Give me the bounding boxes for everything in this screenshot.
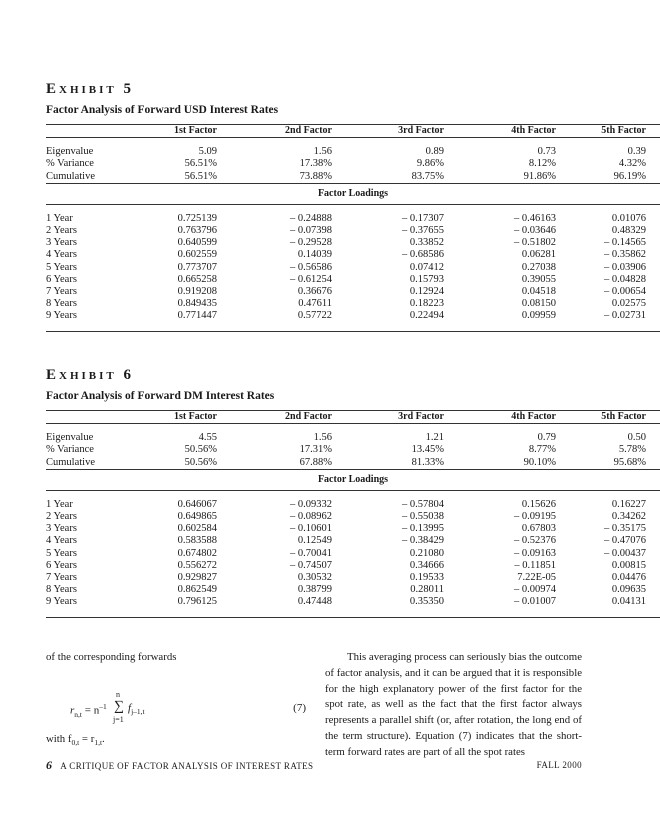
ex5-loading-row <box>46 249 660 261</box>
ex6-header-factor-1: 1st Factor <box>173 411 217 422</box>
ex5-header-factor-4: 4th Factor <box>511 125 556 136</box>
ex6-header-factor-2: 2nd Factor <box>285 411 332 422</box>
ex5-summary-row <box>46 171 660 184</box>
ex5-loading-value: 0.14039 <box>297 249 332 261</box>
ex5-loading-label: 8 Years <box>46 298 77 310</box>
ex5-loading-label: 2 Years <box>46 225 77 237</box>
ex6-loading-label: 1 Year <box>46 498 73 510</box>
ex5-summary-value: 0.73 <box>537 146 556 158</box>
ex6-loading-value: 0.38799 <box>297 584 332 596</box>
eq-sum-lower: j=1 <box>113 715 124 724</box>
running-title: A CRITIQUE OF FACTOR ANALYSIS OF INTEREST RATES <box>60 761 314 771</box>
ex5-summary-value: 0.39 <box>627 146 646 158</box>
ex5-loading-value: 0.763796 <box>177 225 217 237</box>
ex6-loading-value: 0.674802 <box>177 547 217 559</box>
ex5-loading-value: – 0.56586 <box>290 261 332 273</box>
ex6-loading-label: 6 Years <box>46 559 77 571</box>
ex6-loading-value: – 0.70041 <box>290 547 332 559</box>
ex6-header-factor-3: 3rd Factor <box>398 411 444 422</box>
ex5-summary-value: 0.89 <box>425 146 444 158</box>
ex5-loading-row <box>46 225 660 237</box>
exhibit-5-title-number: 5 <box>123 81 135 97</box>
ex5-summary-value: 8.12% <box>528 158 556 170</box>
ex5-loading-value: 0.15793 <box>409 273 444 285</box>
page-footer <box>46 758 582 772</box>
ex6-loading-label: 9 Years <box>46 596 77 608</box>
ex5-loading-value: – 0.68586 <box>402 249 444 261</box>
ex5-loading-row <box>46 213 660 225</box>
ex6-loading-value: 0.19533 <box>409 572 444 584</box>
ex5-loading-value: – 0.46163 <box>514 212 556 224</box>
ex6-loading-value: 0.47448 <box>297 596 332 608</box>
with-r-sub: 1,t <box>94 738 103 748</box>
ex6-loading-row <box>46 511 660 523</box>
ex6-loading-value: 0.583588 <box>177 535 217 547</box>
ex5-loading-value: 0.22494 <box>409 310 444 322</box>
ex5-loading-row <box>46 274 660 286</box>
ex6-loading-value: 0.28011 <box>410 584 444 596</box>
ex6-loading-row <box>46 499 660 511</box>
ex6-loading-value: – 0.55038 <box>402 511 444 523</box>
ex6-end-rule <box>46 609 660 618</box>
ex6-loading-value: – 0.38429 <box>402 535 444 547</box>
ex6-loading-label: 2 Years <box>46 511 77 523</box>
ex5-loading-value: – 0.14565 <box>604 237 646 249</box>
ex6-summary-value: 1.56 <box>313 432 332 444</box>
ex5-loading-value: 0.12924 <box>409 286 444 298</box>
page-number: 6 <box>46 758 52 772</box>
ex5-loading-value: – 0.61254 <box>290 273 332 285</box>
ex6-loading-label: 3 Years <box>46 523 77 535</box>
ex6-loading-row <box>46 572 660 584</box>
ex6-summary-row <box>46 432 660 444</box>
exhibit-6-title-number: 6 <box>123 367 135 383</box>
ex5-loading-value: – 0.04828 <box>604 273 646 285</box>
ex5-summary-label: Cumulative <box>46 170 95 182</box>
ex6-summary-row <box>46 444 660 456</box>
ex5-loading-row <box>46 298 660 310</box>
ex5-loading-label: 5 Years <box>46 261 77 273</box>
ex5-spacer-cell <box>46 204 660 213</box>
ex5-loading-value: – 0.35862 <box>604 249 646 261</box>
equation-number: (7) <box>293 702 306 714</box>
ex6-loading-value: 0.15626 <box>521 498 556 510</box>
ex6-summary-value: 90.10% <box>523 456 556 468</box>
ex6-summary-value: 13.45% <box>411 444 444 456</box>
exhibit-5-title-initial: E <box>46 81 60 97</box>
ex6-loading-value: 0.862549 <box>177 584 217 596</box>
ex5-loading-label: 3 Years <box>46 237 77 249</box>
ex5-end-rule <box>46 323 660 332</box>
ex5-loading-value: 0.57722 <box>297 310 332 322</box>
ex5-loading-value: – 0.07398 <box>290 225 332 237</box>
ex5-header-row <box>46 125 660 138</box>
ex5-loading-label: 6 Years <box>46 273 77 285</box>
exhibit-6-title-initial: E <box>46 367 60 383</box>
ex5-spacer <box>46 138 660 147</box>
ex6-loading-row <box>46 596 660 608</box>
ex6-header-factor-5: 5th Factor <box>601 411 646 422</box>
ex5-loading-label: 1 Year <box>46 212 73 224</box>
exhibit-6-title <box>46 366 582 385</box>
ex6-loading-row <box>46 560 660 572</box>
ex5-spacer <box>46 204 660 213</box>
exhibit-5-subtitle: Factor Analysis of Forward USD Interest Rates <box>46 104 279 116</box>
ex5-loading-value: 0.849435 <box>177 298 217 310</box>
exhibit-6 <box>46 366 646 618</box>
ex5-loading-value: 0.02575 <box>611 298 646 310</box>
ex5-loading-row <box>46 237 660 249</box>
ex6-header-blank <box>46 411 120 424</box>
ex5-summary-row <box>46 158 660 170</box>
ex5-loading-value: 0.773707 <box>177 261 217 273</box>
ex6-loading-value: 0.35350 <box>409 596 444 608</box>
ex6-loading-value: 0.34666 <box>409 559 444 571</box>
ex5-end-rule-cell <box>46 323 660 332</box>
ex6-summary-value: 0.79 <box>537 432 556 444</box>
ex5-loading-value: 0.33852 <box>409 237 444 249</box>
eq-f-sub: j–1,t <box>131 707 145 717</box>
ex6-loading-value: – 0.47076 <box>604 535 646 547</box>
exhibit-6-table <box>46 410 660 618</box>
exhibit-5-table <box>46 124 660 332</box>
ex6-loading-value: – 0.57804 <box>402 498 444 510</box>
ex6-loading-value: – 0.00437 <box>604 547 646 559</box>
ex6-loading-value: 0.09635 <box>611 584 646 596</box>
ex6-loading-value: 0.12549 <box>297 535 332 547</box>
with-f-sub: 0,t <box>71 738 80 748</box>
ex6-loading-value: 0.796125 <box>177 596 217 608</box>
ex6-loading-value: 0.929827 <box>177 572 217 584</box>
eq-f: f <box>128 702 132 714</box>
ex5-summary-value: 73.88% <box>299 170 332 182</box>
ex6-summary-value: 8.77% <box>528 444 556 456</box>
equation-rhs <box>128 702 145 716</box>
ex5-header-factor-5: 5th Factor <box>601 125 646 136</box>
ex5-loading-value: – 0.24888 <box>290 212 332 224</box>
ex5-loading-value: 0.640599 <box>177 237 217 249</box>
ex6-summary-value: 0.50 <box>627 432 646 444</box>
ex5-loading-value: 0.06281 <box>521 249 556 261</box>
exhibit-6-subtitle: Factor Analysis of Forward DM Interest Rates <box>46 390 275 402</box>
ex5-loading-label: 9 Years <box>46 310 77 322</box>
ex5-loading-value: – 0.03646 <box>514 225 556 237</box>
ex5-loading-value: 0.27038 <box>521 261 556 273</box>
ex6-loading-value: – 0.52376 <box>514 535 556 547</box>
ex5-summary-value: 1.56 <box>313 146 332 158</box>
eq-n-exp: –1 <box>99 702 107 711</box>
ex6-loading-label: 5 Years <box>46 547 77 559</box>
ex6-loading-value: 0.34262 <box>611 511 646 523</box>
ex6-loading-value: 7.22E-05 <box>517 572 556 584</box>
ex5-loading-value: 0.18223 <box>409 298 444 310</box>
ex6-loading-value: 0.602584 <box>177 523 217 535</box>
ex5-summary-value: 96.19% <box>613 170 646 182</box>
ex5-loadings-header-row <box>46 183 660 204</box>
ex5-loading-value: 0.48329 <box>611 225 646 237</box>
ex6-summary-value: 50.56% <box>184 456 217 468</box>
eq-r-sub: n,t <box>74 709 82 719</box>
equation-lhs <box>70 702 107 719</box>
ex6-spacer-cell <box>46 424 660 433</box>
ex5-loading-value: 0.39055 <box>521 273 556 285</box>
ex6-loadings-header-row <box>46 469 660 490</box>
ex6-loading-row <box>46 584 660 596</box>
ex6-summary-value: 81.33% <box>411 456 444 468</box>
with-eq-r: = r <box>79 733 95 745</box>
ex6-summary-value: 50.56% <box>184 444 217 456</box>
ex5-loading-value: – 0.02731 <box>604 310 646 322</box>
ex6-summary-value: 1.21 <box>425 432 444 444</box>
ex5-summary-value: 91.86% <box>523 170 556 182</box>
ex5-loading-value: 0.725139 <box>177 212 217 224</box>
ex6-loading-label: 8 Years <box>46 584 77 596</box>
ex6-summary-label: Cumulative <box>46 456 95 468</box>
ex5-loading-value: – 0.17307 <box>402 212 444 224</box>
ex5-loading-value: 0.09959 <box>521 310 556 322</box>
ex6-loading-value: 0.04131 <box>611 596 646 608</box>
ex5-loading-row <box>46 310 660 322</box>
ex6-summary-label: % Variance <box>46 444 94 456</box>
ex5-loading-row <box>46 286 660 298</box>
left-intro-text: of the corresponding forwards <box>46 651 177 663</box>
exhibit-5-title-rest: XHIBIT <box>59 84 117 96</box>
exhibit-6-title-rest: XHIBIT <box>59 370 117 382</box>
ex5-loading-value: 0.771447 <box>177 310 217 322</box>
ex5-loading-value: 0.47611 <box>298 298 332 310</box>
ex6-loading-row <box>46 523 660 535</box>
eq-n: = n <box>84 704 100 717</box>
ex5-summary-label: Eigenvalue <box>46 146 94 158</box>
ex6-end-rule-cell <box>46 609 660 618</box>
ex6-loading-value: 0.21080 <box>409 547 444 559</box>
ex6-spacer-cell <box>46 490 660 499</box>
ex5-loading-value: – 0.29528 <box>290 237 332 249</box>
ex6-loading-value: – 0.13995 <box>402 523 444 535</box>
ex6-loading-value: – 0.11851 <box>514 559 556 571</box>
ex5-loading-value: 0.602559 <box>177 249 217 261</box>
ex6-loading-label: 4 Years <box>46 535 77 547</box>
exhibit-5-title <box>46 80 582 99</box>
ex5-header-blank <box>46 125 120 138</box>
issue-label: FALL 2000 <box>536 760 582 770</box>
ex5-loading-row <box>46 262 660 274</box>
ex5-loading-value: 0.665258 <box>177 273 217 285</box>
ex6-loading-value: – 0.08962 <box>290 511 332 523</box>
ex6-loading-row <box>46 548 660 560</box>
eq-r: r <box>70 704 75 717</box>
ex5-summary-value: 83.75% <box>411 170 444 182</box>
ex5-summary-value: 56.51% <box>184 170 217 182</box>
ex6-spacer <box>46 490 660 499</box>
ex6-loading-value: 0.649865 <box>177 511 217 523</box>
ex5-loading-value: – 0.37655 <box>402 225 444 237</box>
ex6-loading-value: – 0.00974 <box>514 584 556 596</box>
ex5-summary-value: 4.32% <box>618 158 646 170</box>
ex5-loading-label: 7 Years <box>46 286 77 298</box>
ex6-loading-value: 0.04476 <box>611 572 646 584</box>
ex6-summary-value: 17.31% <box>299 444 332 456</box>
ex6-loading-value: 0.646067 <box>177 498 217 510</box>
ex6-loading-value: – 0.74507 <box>290 559 332 571</box>
ex5-header-factor-3: 3rd Factor <box>398 125 444 136</box>
ex6-summary-label: Eigenvalue <box>46 432 94 444</box>
ex6-summary-row <box>46 457 660 470</box>
ex6-loading-value: 0.556272 <box>177 559 217 571</box>
ex5-loading-value: 0.07412 <box>409 261 444 273</box>
eq-sum-upper: n <box>116 690 120 699</box>
ex5-loading-value: – 0.51802 <box>514 237 556 249</box>
ex6-loading-value: – 0.09195 <box>514 511 556 523</box>
ex5-loading-label: 4 Years <box>46 249 77 261</box>
ex6-loading-value: – 0.01007 <box>514 596 556 608</box>
ex6-loading-value: 0.30532 <box>297 572 332 584</box>
ex6-loading-value: – 0.09163 <box>514 547 556 559</box>
ex6-summary-value: 67.88% <box>299 456 332 468</box>
ex5-header-factor-2: 2nd Factor <box>285 125 332 136</box>
ex6-loading-value: 0.16227 <box>611 498 646 510</box>
ex5-loading-value: 0.919208 <box>177 286 217 298</box>
ex6-header-factor-4: 4th Factor <box>511 411 556 422</box>
ex5-summary-value: 17.38% <box>299 158 332 170</box>
ex6-header-row <box>46 411 660 424</box>
ex5-summary-label: % Variance <box>46 158 94 170</box>
exhibit-5 <box>46 80 646 332</box>
ex6-loading-value: 0.00815 <box>611 559 646 571</box>
ex6-summary-value: 4.55 <box>198 432 217 444</box>
with-f: with f <box>46 733 72 745</box>
ex5-loadings-title: Factor Loadings <box>317 187 389 199</box>
ex5-loading-value: 0.36676 <box>297 286 332 298</box>
equation-7 <box>70 690 306 730</box>
ex5-spacer-cell <box>46 138 660 147</box>
with-period: . <box>102 733 105 745</box>
ex5-loading-value: – 0.00654 <box>604 286 646 298</box>
ex5-loading-value: 0.01076 <box>611 212 646 224</box>
left-with-text <box>46 732 296 751</box>
ex5-loading-value: 0.08150 <box>521 298 556 310</box>
ex6-loading-value: – 0.10601 <box>290 523 332 535</box>
ex6-spacer <box>46 424 660 433</box>
ex5-header-factor-1: 1st Factor <box>173 125 217 136</box>
ex6-loading-value: 0.67803 <box>521 523 556 535</box>
ex6-loading-value: – 0.09332 <box>290 498 332 510</box>
ex6-summary-value: 95.68% <box>613 456 646 468</box>
ex6-loadings-title: Factor Loadings <box>317 473 389 485</box>
ex6-summary-value: 5.78% <box>618 444 646 456</box>
ex5-loading-value: 0.04518 <box>521 286 556 298</box>
ex5-loading-value: – 0.03906 <box>604 261 646 273</box>
ex5-summary-value: 56.51% <box>184 158 217 170</box>
right-column-paragraph: This averaging process can seriously bias the outcome of factor analysis, and it can be argued that it is responsible for the high explanatory power of the first factor for the spot rate, as well as the fact that the first factor always represents a parallel shift (or, after rotation, the long end of the term structure). Equation (7) indicates that the short-term forward rates are part of all the spot rates <box>325 651 582 758</box>
ex6-loading-row <box>46 535 660 547</box>
ex5-summary-row <box>46 146 660 158</box>
ex5-summary-value: 9.86% <box>416 158 444 170</box>
ex6-loading-label: 7 Years <box>46 572 77 584</box>
eq-sum-symbol: ∑ <box>114 699 124 714</box>
ex6-loading-value: – 0.35175 <box>604 523 646 535</box>
ex5-summary-value: 5.09 <box>198 146 217 158</box>
